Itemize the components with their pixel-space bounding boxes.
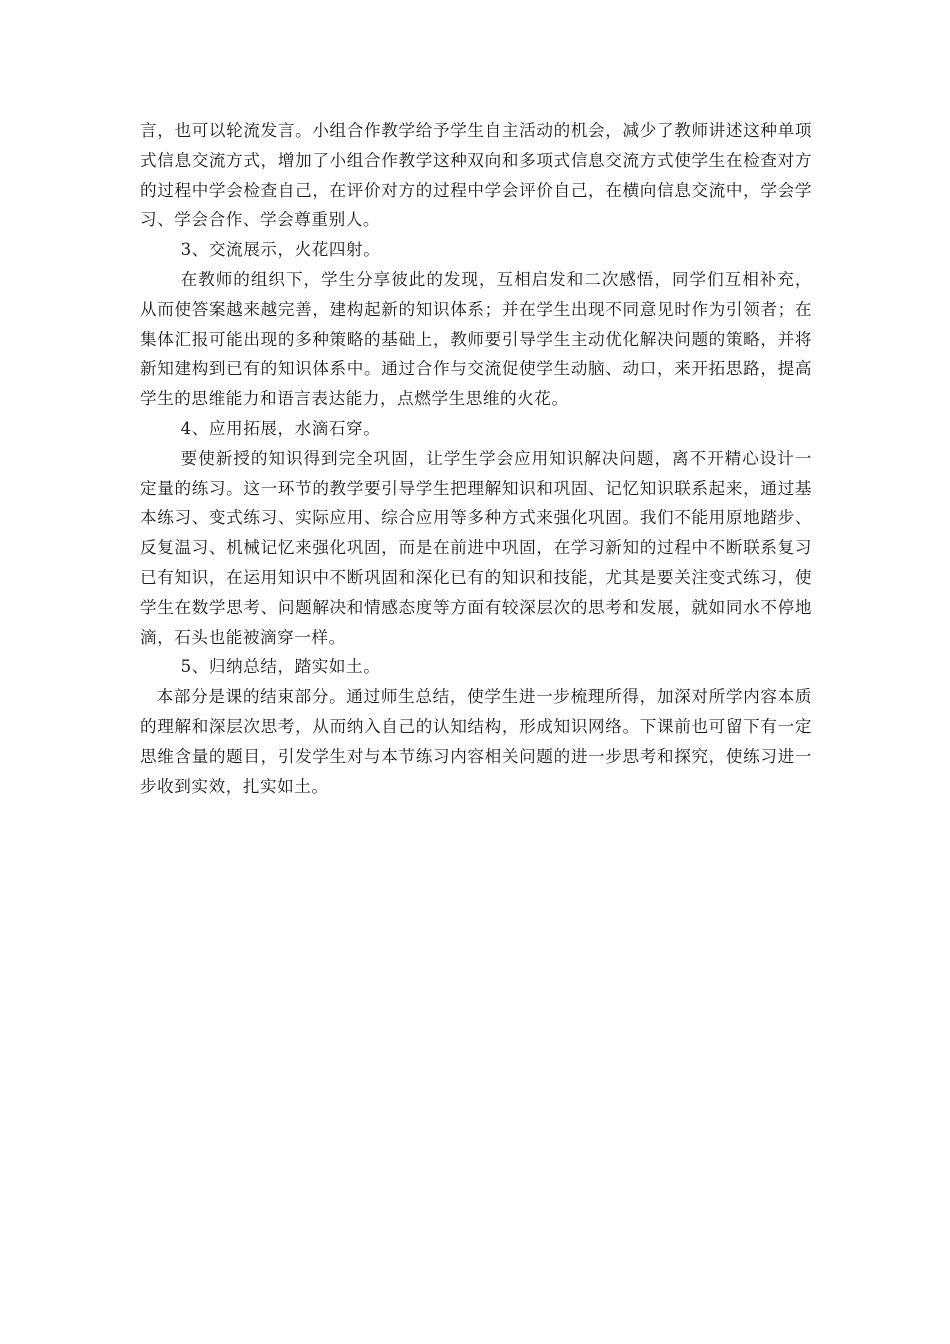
paragraph-application-extension: 要使新授的知识得到完全巩固，让学生学会应用知识解决问题，离不开精心设计一定量的练习。这一环节的教学要引导学生把理解知识和巩固、记忆知识联系起来，通过基本练习、变式练习、实际应用、综合应用等多种方式来强化巩固。我们不能用原地踏步、反复温习、机械记忆来强化巩固，而是在前进中巩固，在学习新知的过程中不断联系复习已有知识，在运用知识中不断巩固和深化已有的知识和技能，尤其是要关注变式练习，使学生在数学思考、问题解决和情感态度等方面有较深层次的思考和发展，就如同水不停地滴，石头也能被滴穿一样。: [140, 448, 812, 647]
paragraph-continuation: 言，也可以轮流发言。小组合作教学给予学生自主活动的机会，减少了教师讲述这种单项式信息交流方式，增加了小组合作教学这种双向和多项式信息交流方式使学生在检查对方的过程中学会检查自己，在评价对方的过程中学会评价自己，在横向信息交流中，学会学习、学会合作、学会尊重别人。: [140, 121, 812, 230]
section-heading-4: 4、应用拓展，水滴石穿。: [180, 418, 381, 438]
section-heading-5: 5、归纳总结，踏实如土。: [180, 657, 381, 677]
section-heading-3: 3、交流展示，火花四射。: [180, 240, 381, 260]
document-body: [140, 116, 812, 801]
paragraph-summary: 本部分是课的结束部分。通过师生总结，使学生进一步梳理所得，加深对所学内容本质的理解和深层次思考，从而纳入自己的认知结构，形成知识网络。下课前也可留下有一定思维含量的题目，引发学生对与本节练习内容相关问题的进一步思考和探究，使练习进一步收到实效，扎实如土。: [140, 687, 812, 796]
paragraph-exchange-display: 在教师的组织下，学生分享彼此的发现，互相启发和二次感悟，同学们互相补充，从而使答案越来越完善，建构起新的知识体系；并在学生出现不同意见时作为引领者；在集体汇报可能出现的多种策略的基础上，教师要引导学生主动优化解决问题的策略，并将新知建构到已有的知识体系中。通过合作与交流促使学生动脑、动口，来开拓思路，提高学生的思维能力和语言表达能力，点燃学生思维的火花。: [140, 269, 812, 409]
